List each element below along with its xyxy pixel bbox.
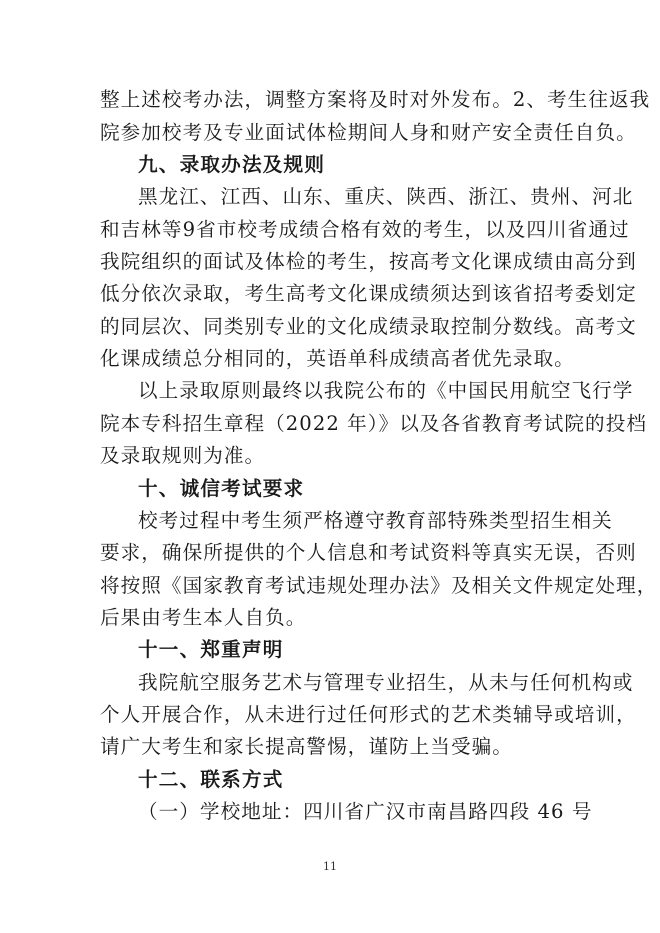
page-number: 11	[323, 860, 337, 873]
body-line: 要求，确保所提供的个人信息和考试资料等真实无误，否则	[100, 541, 637, 564]
body-line: 我院航空服务艺术与管理专业招生，从未与任何机构或	[138, 671, 634, 694]
body-line: 院参加校考及专业面试体检期间人身和财产安全责任自负。	[100, 121, 637, 144]
body-line: 校考过程中考生须严格遵守教育部特殊类型招生相关	[138, 509, 613, 532]
body-line: 的同层次、同类别专业的文化成绩录取控制分数线。高考文	[100, 315, 637, 338]
body-line: 及录取规则为准。	[100, 444, 266, 467]
body-line: 化课成绩总分相同的，英语单科成绩高者优先录取。	[100, 347, 575, 370]
body-line: 院本专科招生章程（2022 年）》以及各省教育考试院的投档	[100, 412, 647, 435]
section-heading: 十二、联系方式	[138, 768, 284, 791]
body-line: 黑龙江、江西、山东、重庆、陕西、浙江、贵州、河北	[138, 185, 634, 208]
body-line: 我院组织的面试及体检的考生，按高考文化课成绩由高分到	[100, 250, 637, 273]
body-line: 以上录取原则最终以我院公布的《中国民用航空飞行学	[138, 379, 634, 402]
body-line: 个人开展合作，从未进行过任何形式的艺术类辅导或培训，	[100, 703, 637, 726]
section-heading: 九、录取办法及规则	[138, 153, 326, 176]
body-line: 请广大考生和家长提高警惕，谨防上当受骗。	[100, 735, 513, 758]
body-line: 后果由考生本人自负。	[100, 606, 307, 629]
body-line: 将按照《国家教育考试违规处理办法》及相关文件规定处理，	[100, 574, 658, 597]
body-line: 和吉林等9省市校考成绩合格有效的考生，以及四川省通过	[100, 218, 630, 241]
body-line: 整上述校考办法，调整方案将及时对外发布。2、考生往返我	[100, 88, 651, 111]
section-heading: 十、诚信考试要求	[138, 477, 305, 500]
body-line: （一）学校地址：四川省广汉市南昌路四段 46 号	[138, 800, 593, 823]
body-line: 低分依次录取，考生高考文化课成绩须达到该省招考委划定	[100, 282, 637, 305]
section-heading: 十一、郑重声明	[138, 638, 284, 661]
